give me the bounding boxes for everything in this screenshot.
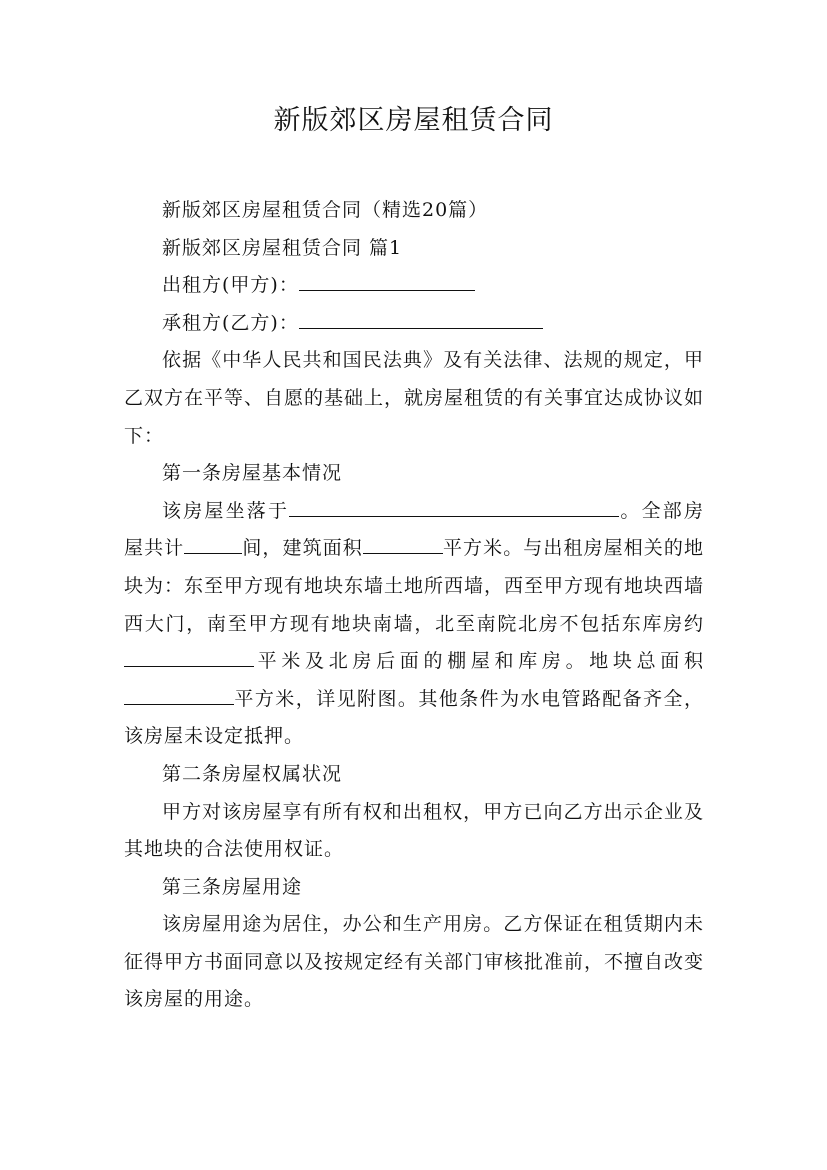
article1-text-3: 间，建筑面积 xyxy=(242,537,363,560)
article1-text-5: 平米及北房后面的棚屋和库房。地块总面积 xyxy=(254,650,704,673)
article1-text-6: 平方米，详见附图。其他条件为水电管路配备齐全，该房屋未设定抵押。 xyxy=(124,687,704,748)
lessor-line xyxy=(124,267,704,305)
floor-area-blank xyxy=(363,532,443,554)
article2-heading: 第二条房屋权属状况 xyxy=(162,762,343,785)
article3-paragraph: 该房屋用途为居住，办公和生产用房。乙方保证在租赁期内未征得甲方书面同意以及按规定经有关部门审核批准前，不擅自改变该房屋的用途。 xyxy=(124,913,705,1011)
article1-text-4: 平方米。与出租房屋相关的地块为：东至甲方现有地块东墙土地所西墙，西至甲方现有地块西墙西大门，南至甲方现有地块南墙，北至南院北房不包括东库房约 xyxy=(124,537,705,635)
storage-area-blank xyxy=(124,645,254,667)
article1-text-1: 该房屋坐落于 xyxy=(162,499,290,522)
document-body xyxy=(124,192,704,1019)
subtitle: 新版郊区房屋租赁合同（精选20篇） xyxy=(162,199,489,221)
lessee-line xyxy=(124,305,704,343)
preamble-paragraph: 依据《中华人民共和国民法典》及有关法律、法规的规定，甲乙双方在平等、自愿的基础上，就房屋租赁的有关事宜达成协议如下： xyxy=(124,349,705,447)
lessee-label: 承租方(乙方)： xyxy=(162,311,299,334)
lessee-blank xyxy=(299,307,543,329)
article1-paragraph xyxy=(124,493,704,756)
room-count-blank xyxy=(184,532,242,554)
article1-heading: 第一条房屋基本情况 xyxy=(162,462,343,485)
document-title: 新版郊区房屋租赁合同 xyxy=(273,105,554,136)
location-blank xyxy=(289,495,619,517)
lessor-blank xyxy=(299,269,475,291)
part-heading: 新版郊区房屋租赁合同 篇1 xyxy=(162,236,403,259)
article1-text-2: 。全部房屋共计 xyxy=(124,499,704,560)
lessor-label: 出租方(甲方)： xyxy=(162,274,299,297)
total-area-blank xyxy=(124,683,234,705)
article3-heading: 第三条房屋用途 xyxy=(162,875,303,898)
article2-paragraph: 甲方对该房屋享有所有权和出租权，甲方已向乙方出示企业及其地块的合法使用权证。 xyxy=(124,800,704,861)
